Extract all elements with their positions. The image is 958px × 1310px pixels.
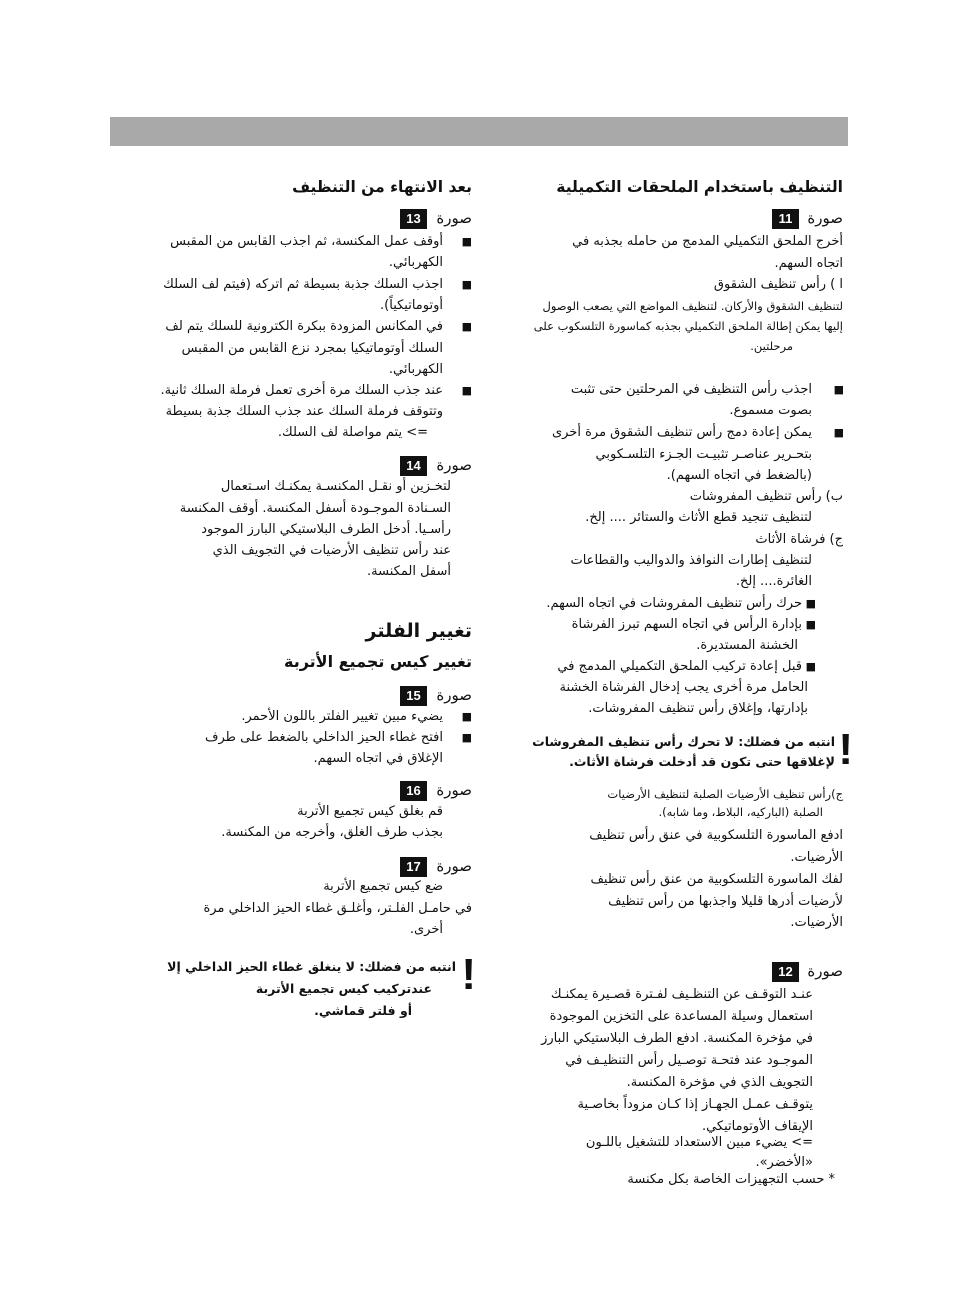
subsection-a-title: ا ) رأس تنظيف الشقوق: [713, 277, 843, 292]
text-line: => يضيء مبين الاستعداد للتشغيل باللـون: [585, 1135, 813, 1150]
text-line: قم بغلق كيس تجميع الأتربة: [297, 804, 443, 819]
subsection-c-title: ج) فرشاة الأثاث: [755, 532, 843, 547]
text-line: لتنظيف تنجيد قطع الأثاث والستائر .... إلخ.: [585, 510, 812, 525]
figure-17-label: صورة: [436, 857, 472, 875]
header-bar: [110, 117, 848, 146]
warning-text: لإغلاقها حتى تكون قد أدخلت فرشاة الأثاث.: [569, 754, 835, 769]
warning-exclamation-icon: !: [838, 725, 853, 774]
text-line: أوقف عمل المكنسة، ثم اجذب القابس من المقبس: [170, 234, 443, 249]
text-line: الإيقاف الأوتوماتيكي.: [701, 1119, 813, 1134]
text-line: الموجـود عند فتحـة توصـيل رأس التنظيـف في: [565, 1053, 813, 1068]
text-line: في مؤخرة المكنسة. ادفع الطرف البلاستيكي البارز: [541, 1031, 813, 1046]
text-line: حرك رأس تنظيف المفروشات في اتجاه السهم.: [546, 596, 802, 611]
text-line: في حامـل الفلـتر، وأغلـق غطاء الحيز الداخلي مرة: [203, 901, 472, 916]
text-line: عند رأس تنظيف الأرضيات في التجويف الذي: [212, 543, 451, 558]
text-line: الخشنة المستديرة.: [696, 638, 798, 653]
warning-exclamation-icon: !: [461, 950, 476, 999]
figure-15-number-badge: 15: [400, 686, 427, 706]
subsection-heading: تغيير كيس تجميع الأتربة: [283, 652, 472, 671]
figure-14-label: صورة: [436, 456, 472, 474]
section-heading: بعد الانتهاء من التنظيف: [292, 178, 472, 196]
section-heading: تغيير الفلتر: [365, 620, 472, 642]
text-line: ضع كيس تجميع الأتربة: [323, 879, 443, 894]
warning-text: انتبه من فضلك: لا تحرك رأس تنظيف المفروشات: [532, 734, 835, 749]
subsection-b-title: ب) رأس تنظيف المفروشات: [689, 489, 843, 504]
text-line: * حسب التجهيزات الخاصة بكل مكنسة: [627, 1172, 835, 1187]
text-line: لأرضيات أدرها قليلا واجذبها من رأس تنظيف: [608, 894, 843, 909]
text-line: إليها يمكن إطالة الملحق التكميلي بجذبه كماسورة التلسكوب على: [533, 319, 843, 333]
text-line: وتتوقف فرملة السلك عند جذب السلك جذبة بسيطة: [165, 404, 443, 419]
text-line: الغائرة.... إلخ.: [735, 574, 812, 589]
bullet-icon: ■: [461, 278, 472, 291]
text-line: استعمال وسيلة المساعدة على التخزين الموجودة: [549, 1009, 813, 1024]
figure-13-label: صورة: [436, 209, 472, 227]
warning-text: أو فلتر قماشي.: [314, 1003, 412, 1018]
text-line: يضيء مبين تغيير الفلتر باللون الأحمر.: [241, 709, 443, 724]
text-line: اجذب السلك جذبة بسيطة ثم اتركه (فيتم لف السلك: [163, 277, 443, 292]
figure-12-number-badge: 12: [772, 962, 799, 982]
text-line: بصوت مسموع.: [729, 403, 812, 418]
text-line: أسفل المكنسة.: [367, 564, 451, 579]
text-line: التجويف الذي في مؤخرة المكنسة.: [626, 1075, 813, 1090]
text-line: مرحلتين.: [750, 339, 793, 353]
figure-16-number-badge: 16: [400, 781, 427, 801]
bullet-icon: ■: [461, 384, 472, 397]
text-line: السـنادة الموجـودة أسفل المكنسة. أوقف المكنسة: [179, 501, 451, 516]
text-line: الأرضيات.: [790, 915, 843, 930]
figure-11-number-badge: 11: [772, 209, 799, 229]
text-line: السلك أوتوماتيكيا بمجرد نزع القابس من المقبس: [181, 341, 443, 356]
bullet-icon: ■: [833, 426, 844, 439]
warning-text: عندتركيب كيس تجميع الأتربة: [255, 981, 432, 996]
text-line: الصلبة (الباركيه، البلاط، وما شابه).: [658, 805, 823, 819]
text-line: أخرج الملحق التكميلي المدمج من حامله بجذبه في: [572, 234, 843, 249]
text-line: لتنظيف إطارات النوافذ والدواليب والقطاعات: [570, 553, 812, 568]
text-line: (بالضغط في اتجاه السهم).: [666, 468, 812, 483]
bullet-icon: ■: [461, 710, 472, 723]
warning-text: انتبه من فضلك: لا ينغلق غطاء الحيز الداخلي إلا: [167, 959, 456, 974]
text-line: عند جذب السلك مرة أخرى تعمل فرملة السلك ثانية.: [160, 383, 443, 398]
text-line: لتخـزين أو نقـل المكنسـة يمكنـك اسـتعمال: [220, 479, 451, 494]
figure-17-number-badge: 17: [400, 857, 427, 877]
bullet-icon: ■: [805, 618, 816, 631]
text-line: «الأخضر».: [755, 1155, 813, 1170]
figure-12-label: صورة: [807, 962, 843, 980]
section-heading: التنظيف باستخدام الملحقات التكميلية: [556, 178, 843, 196]
text-line: ج)رأس تنظيف الأرضيات الصلبة لتنظيف الأرضيات: [607, 787, 843, 801]
bullet-icon: ■: [805, 597, 816, 610]
text-line: الكهربائي.: [388, 362, 443, 377]
text-line: في المكانس المزودة ببكرة الكترونية للسلك يتم لف: [165, 319, 443, 334]
text-line: الإغلاق في اتجاه السهم.: [313, 751, 443, 766]
text-line: بجذب طرف الغلق، وأخرجه من المكنسة.: [221, 825, 443, 840]
text-line: اتجاه السهم.: [774, 256, 843, 271]
text-line: الحامل مرة أخرى يجب إدخال الفرشاة الخشنة: [559, 680, 808, 695]
text-line: رأسـيا. أدخل الطرف البلاستيكي البارز الموجود: [201, 522, 451, 537]
text-line: يمكن إعادة دمج رأس تنظيف الشقوق مرة أخرى: [551, 425, 812, 440]
figure-11-label: صورة: [807, 209, 843, 227]
figure-13-number-badge: 13: [400, 209, 427, 229]
bullet-icon: ■: [461, 731, 472, 744]
text-line: اجذب رأس التنظيف في المرحلتين حتى تثبت: [570, 382, 812, 397]
text-line: افتح غطاء الحيز الداخلي بالضغط على طرف: [204, 730, 443, 745]
bullet-icon: ■: [461, 320, 472, 333]
text-line: يتوقـف عمـل الجهـاز إذا كـان مزوداً بخاصـية: [577, 1097, 813, 1112]
text-line: أخرى.: [409, 922, 443, 937]
text-line: بإدارة الرأس في اتجاه السهم تبرز الفرشاة: [571, 617, 802, 632]
text-line: بإدارتها، وإغلاق رأس تنظيف المفروشات.: [588, 701, 808, 716]
text-line: بتحـرير عناصـر تثبيـت الجـزء التلسـكوبي: [595, 447, 812, 462]
text-line: الكهربائي.: [388, 255, 443, 270]
bullet-icon: ■: [461, 235, 472, 248]
text-line: ادفع الماسورة التلسكوبية في عنق رأس تنظيف: [589, 828, 843, 843]
text-line: أوتوماتيكياً).: [380, 298, 443, 313]
text-line: قبل إعادة تركيب الملحق التكميلي المدمج في: [557, 659, 802, 674]
figure-14-number-badge: 14: [400, 456, 427, 476]
text-line: لفك الماسورة التلسكوبية من عنق رأس تنظيف: [590, 872, 843, 887]
figure-16-label: صورة: [436, 781, 472, 799]
text-line: لتنظيف الشقوق والأركان. لتنظيف المواضع التي يصعب الوصول: [542, 299, 843, 313]
bullet-icon: ■: [833, 383, 844, 396]
text-line: الأرضيات.: [790, 850, 843, 865]
text-line: => يتم مواصلة لف السلك.: [277, 425, 428, 440]
text-line: عنـد التوقـف عن التنظـيف لفـترة قصـيرة يمكنـك: [550, 987, 813, 1002]
bullet-icon: ■: [805, 660, 816, 673]
figure-15-label: صورة: [436, 686, 472, 704]
